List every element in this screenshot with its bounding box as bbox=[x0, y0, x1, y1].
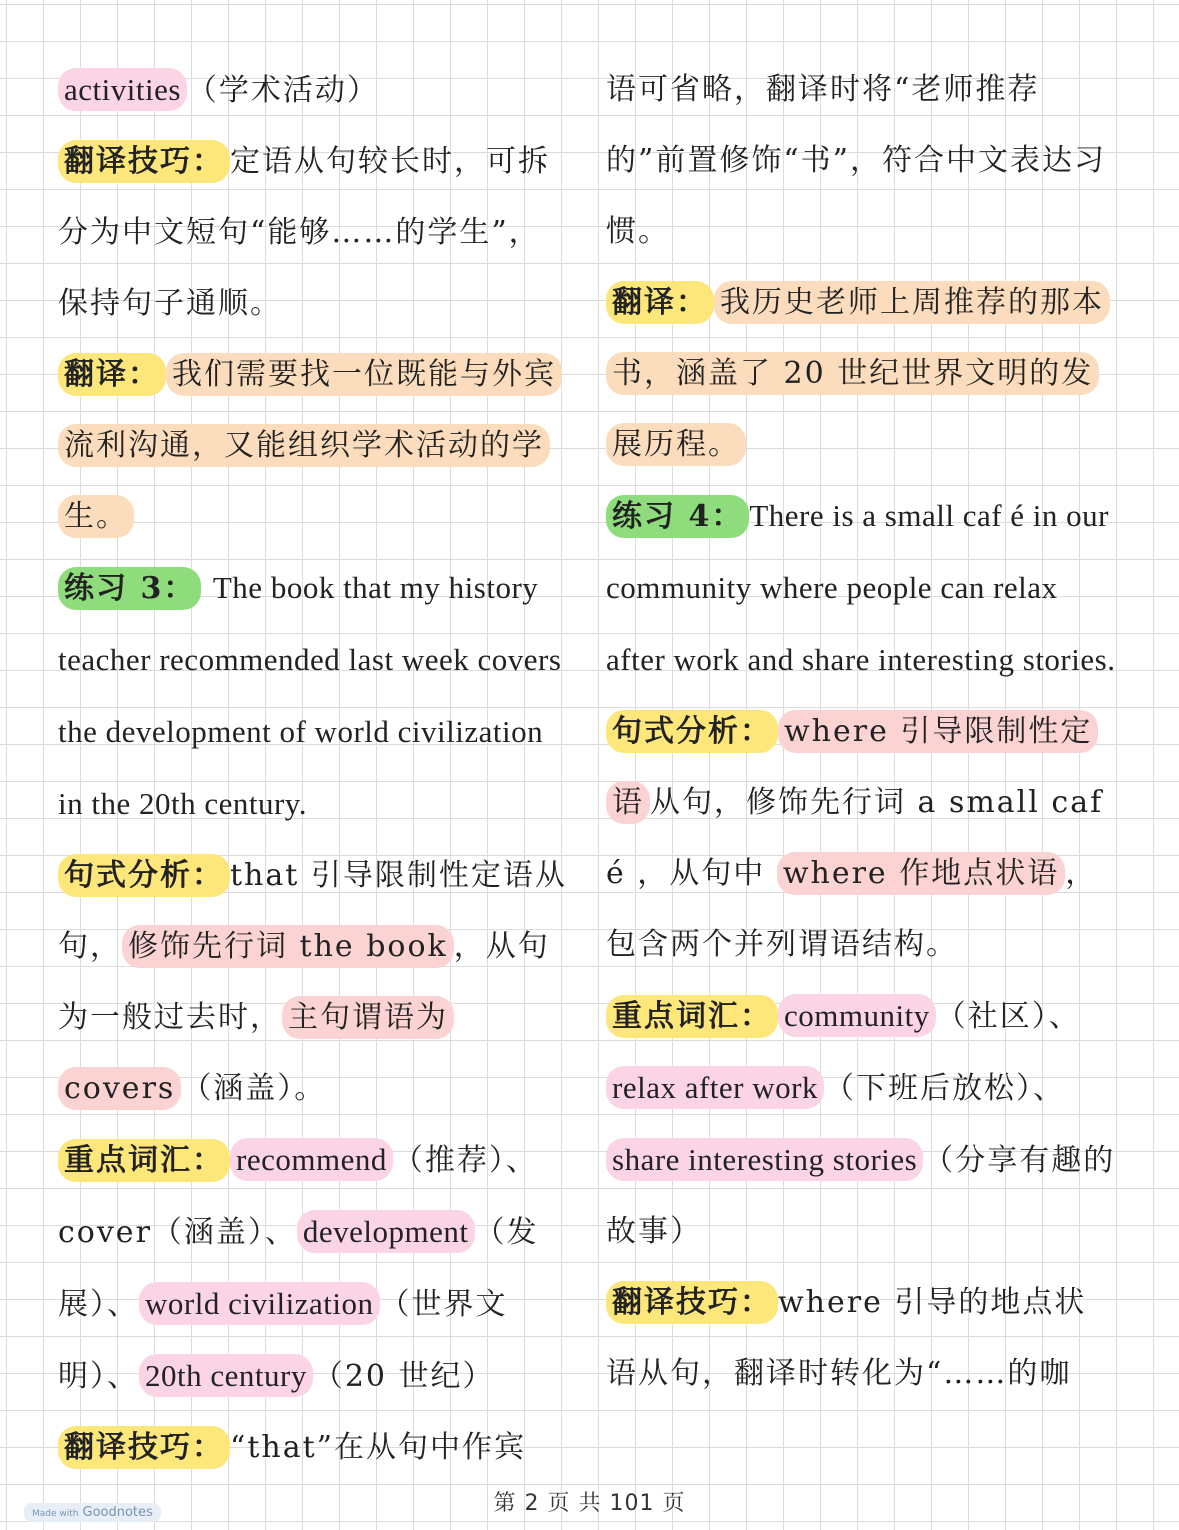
left-para-3 bbox=[58, 339, 570, 552]
label-sentence-analysis: 句式分析： bbox=[58, 854, 230, 897]
label-exercise-4: 练习 4： bbox=[606, 495, 749, 538]
left-para-6 bbox=[58, 1124, 570, 1412]
label-translation-tip-3: 翻译技巧： bbox=[606, 1281, 778, 1324]
translation-tip-2-text: “that”在从句中作宾 bbox=[230, 1430, 526, 1465]
right-para-1 bbox=[606, 54, 1118, 267]
right-para-4 bbox=[606, 696, 1118, 980]
vocab-development: development bbox=[297, 1210, 475, 1253]
continued-tip-text: 语可省略，翻译时将“老师推荐的”前置修饰“书”，符合中文表达习惯。 bbox=[606, 72, 1107, 249]
label-key-vocab-2: 重点词汇： bbox=[606, 995, 778, 1038]
translation-tip-3-text: where 引导的地点状语从句，翻译时转化为“……的咖 bbox=[606, 1285, 1087, 1391]
analysis-2-highlight-1: where 引导限制性定语 bbox=[606, 710, 1098, 824]
vocab-world-civilization: world civilization bbox=[139, 1282, 380, 1325]
label-translation: 翻译： bbox=[58, 353, 166, 396]
vocab-20th-century: 20th century bbox=[139, 1354, 313, 1397]
label-translation-tip: 翻译技巧： bbox=[58, 140, 230, 183]
label-exercise-3: 练习 3： bbox=[58, 567, 201, 610]
vocab-relax-after-work: relax after work bbox=[606, 1066, 824, 1109]
vocab-activities: activities bbox=[58, 68, 187, 111]
analysis-highlight-2: 主句谓语为 covers bbox=[58, 996, 454, 1110]
translation-tip-text: 定语从句较长时，可拆分为中文短句“能够……的学生”，保持句子通顺。 bbox=[58, 144, 550, 321]
label-key-vocab: 重点词汇： bbox=[58, 1139, 230, 1182]
left-para-1 bbox=[58, 54, 570, 126]
right-column bbox=[606, 54, 1118, 1409]
analysis-text-a: that 引导限制性定语从句， bbox=[58, 858, 567, 964]
left-column bbox=[58, 54, 570, 1483]
vocab-2-gloss-1: （社区）、 bbox=[935, 999, 1081, 1034]
right-para-6 bbox=[606, 1267, 1118, 1409]
vocab-recommend: recommend bbox=[230, 1138, 393, 1181]
analysis-highlight-1: 修饰先行词 the book bbox=[122, 925, 454, 968]
label-translation-2: 翻译： bbox=[606, 281, 714, 324]
analysis-text-e: （涵盖）。 bbox=[181, 1071, 327, 1106]
badge-brand: Goodnotes bbox=[82, 1505, 153, 1520]
badge-prefix: Made with bbox=[32, 1509, 79, 1519]
vocab-share-interesting-stories: share interesting stories bbox=[606, 1138, 923, 1181]
vocab-gloss-4: （20 世纪） bbox=[312, 1359, 495, 1394]
translation-text: 我们需要找一位既能与外宾流利沟通，又能组织学术活动的学生。 bbox=[58, 353, 562, 538]
left-para-4 bbox=[58, 552, 570, 840]
analysis-text-c: ，从句为一般过去时， bbox=[58, 929, 550, 1035]
vocab-activities-gloss: （学术活动） bbox=[186, 73, 379, 108]
vocab-gloss-3: （世界文明）、 bbox=[58, 1287, 508, 1394]
analysis-2-text-d: ，包含两个并列谓语结构。 bbox=[606, 856, 1098, 962]
vocab-gloss-1: （推荐）、cover（涵盖）、 bbox=[58, 1143, 538, 1250]
goodnotes-badge bbox=[24, 1503, 161, 1522]
left-para-5 bbox=[58, 840, 570, 1124]
left-para-2 bbox=[58, 126, 570, 339]
analysis-2-highlight-2: where 作地点状语 bbox=[777, 852, 1065, 895]
right-para-3 bbox=[606, 480, 1118, 696]
vocab-2-gloss-3: （分享有趣的故事） bbox=[606, 1143, 1116, 1249]
right-para-2 bbox=[606, 267, 1118, 480]
exercise-4-sentence: There is a small caf é in our community where people can relax after work and share interesting stories. bbox=[606, 498, 1116, 677]
vocab-community: community bbox=[778, 994, 936, 1037]
label-translation-tip-2: 翻译技巧： bbox=[58, 1426, 230, 1469]
vocab-gloss-2: （发展）、 bbox=[58, 1215, 539, 1322]
vocab-2-gloss-2: （下班后放松）、 bbox=[823, 1071, 1065, 1106]
label-sentence-analysis-2: 句式分析： bbox=[606, 710, 778, 753]
exercise-3-sentence: The book that my history teacher recommended last week covers the development of world civilization in the 20th century. bbox=[58, 570, 562, 821]
right-para-5 bbox=[606, 980, 1118, 1267]
left-para-7 bbox=[58, 1412, 570, 1483]
page-number: 第 2 页 共 101 页 bbox=[493, 1491, 686, 1516]
translation-2-text: 我历史老师上周推荐的那本书，涵盖了 20 世纪世界文明的发展历程。 bbox=[606, 281, 1110, 466]
analysis-2-text-b: 从句，修饰先行词 a small caf é ，从句中 bbox=[606, 785, 1104, 891]
